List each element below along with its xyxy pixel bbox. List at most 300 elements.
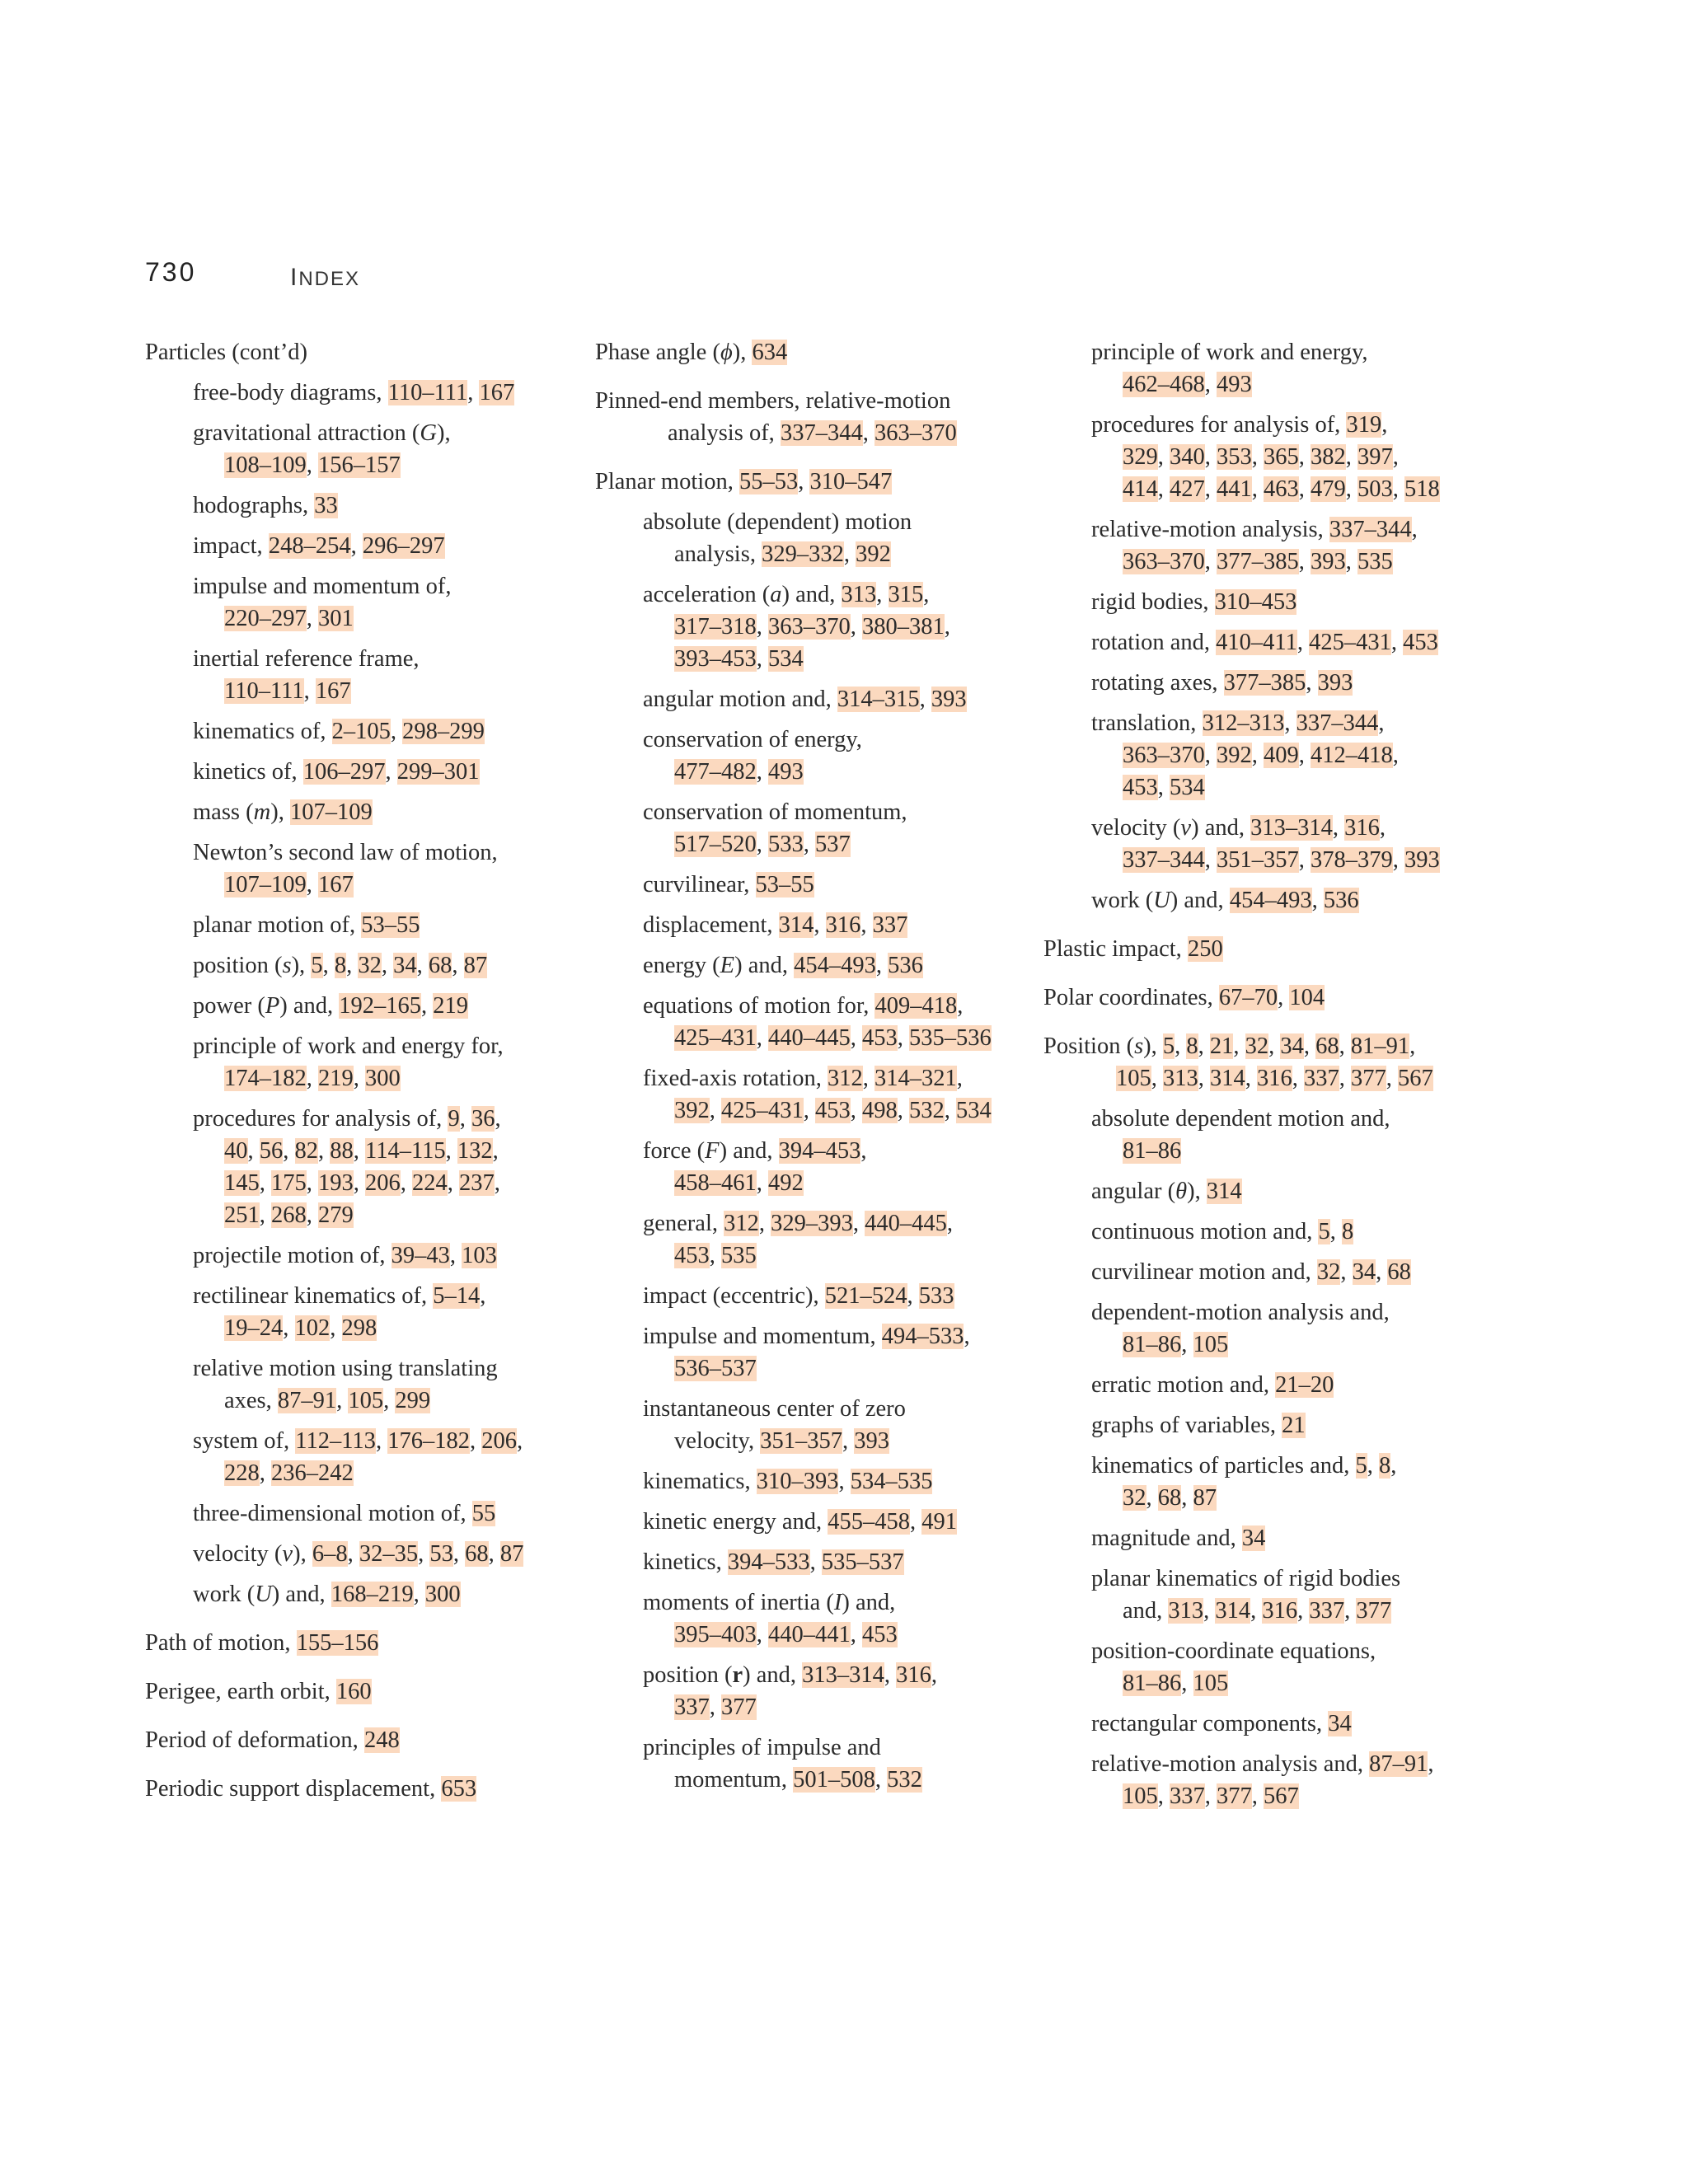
page-ref[interactable]: 314 xyxy=(1210,1066,1245,1091)
index-term: general, xyxy=(643,1211,724,1236)
page-ref[interactable]: 363–370 xyxy=(1123,549,1205,574)
page-ref[interactable]: 81–86 xyxy=(1123,1332,1182,1357)
page-ref[interactable]: 380–381 xyxy=(862,614,945,640)
page-ref[interactable]: 310–393 xyxy=(756,1469,839,1494)
page-ref[interactable]: 377 xyxy=(1356,1598,1392,1624)
page-ref[interactable]: 410–411 xyxy=(1216,630,1297,655)
index-term: erratic motion and, xyxy=(1091,1372,1276,1398)
page-ref[interactable]: 534 xyxy=(768,646,804,672)
page-ref[interactable]: 176–182 xyxy=(387,1428,470,1454)
index-subentry: velocity (v), 6–8, 32–35, 53, 68, 87 xyxy=(193,1541,524,1567)
index-subentry: moments of inertia (I) and, 395–403, 440–441, 453 xyxy=(643,1590,898,1647)
page-ref[interactable]: 314 xyxy=(1206,1179,1242,1204)
page-ref[interactable]: 82 xyxy=(294,1138,318,1164)
index-term: and, xyxy=(1123,1598,1169,1624)
page-ref[interactable]: 40 xyxy=(224,1138,248,1164)
page-ref[interactable]: 532 xyxy=(909,1098,945,1123)
index-term: dependent-motion analysis and, xyxy=(1091,1300,1390,1325)
page-ref[interactable]: 634 xyxy=(752,340,788,365)
page-ref[interactable]: 329 xyxy=(1123,444,1158,470)
page-ref[interactable]: 33 xyxy=(314,493,338,518)
page-ref[interactable]: 316 xyxy=(1257,1066,1292,1091)
page-ref[interactable]: 532 xyxy=(887,1767,922,1793)
page-ref[interactable]: 102 xyxy=(294,1315,331,1341)
page-ref[interactable]: 167 xyxy=(315,678,351,704)
index-term: displacement, xyxy=(643,912,779,938)
page-ref[interactable]: 248–254 xyxy=(268,533,351,559)
page-ref[interactable]: 5 xyxy=(311,953,323,978)
index-subentry: continuous motion and, 5, 8 xyxy=(1091,1219,1354,1244)
page-ref[interactable]: 393 xyxy=(1404,847,1440,873)
page-ref[interactable]: 250 xyxy=(1187,936,1223,962)
page-ref[interactable]: 521–524 xyxy=(824,1283,907,1309)
page-ref[interactable]: 110–111 xyxy=(387,380,468,405)
index-term: mass ( xyxy=(193,799,254,825)
page-ref[interactable]: 6–8 xyxy=(312,1541,348,1567)
page-ref[interactable]: 337 xyxy=(674,1694,710,1720)
page-ref[interactable]: 382 xyxy=(1311,444,1346,470)
page-ref[interactable]: 156–157 xyxy=(318,452,401,478)
page-ref[interactable]: 68 xyxy=(1387,1259,1411,1285)
page-ref[interactable]: 313 xyxy=(1163,1066,1198,1091)
page-ref[interactable]: 39–43 xyxy=(391,1243,450,1268)
page-ref[interactable]: 337–344 xyxy=(1296,710,1379,736)
page-ref[interactable]: 312 xyxy=(724,1211,759,1236)
index-subentry: rotating axes, 377–385, 393 xyxy=(1091,670,1353,696)
page-ref[interactable]: 81–91 xyxy=(1350,1033,1410,1059)
index-term: angular motion and, xyxy=(643,687,837,712)
index-term: analysis, xyxy=(674,541,762,567)
page-ref[interactable]: 313 xyxy=(841,582,877,607)
page-ref[interactable]: 316 xyxy=(825,912,861,938)
page-ref[interactable]: 268 xyxy=(271,1202,307,1228)
page-ref[interactable]: 192–165 xyxy=(339,993,422,1019)
page-ref[interactable]: 454–493 xyxy=(1229,888,1312,913)
page-ref[interactable]: 87–91 xyxy=(1369,1751,1428,1777)
page-ref[interactable]: 34 xyxy=(1241,1526,1266,1551)
index-term: conservation of momentum, xyxy=(643,799,907,825)
index-term: ), xyxy=(293,1541,312,1567)
page-ref[interactable]: 301 xyxy=(318,606,354,631)
page-ref[interactable]: 310–547 xyxy=(809,469,893,494)
page-ref[interactable]: 337 xyxy=(1170,1783,1205,1809)
variable-symbol: E xyxy=(720,953,735,978)
page-ref[interactable]: 314 xyxy=(778,912,814,938)
page-ref[interactable]: 88 xyxy=(330,1138,354,1164)
page-ref[interactable]: 393 xyxy=(1311,549,1346,574)
page-ref[interactable]: 440–445 xyxy=(865,1211,947,1236)
page-ref[interactable]: 392 xyxy=(1217,743,1252,768)
page-ref[interactable]: 337–344 xyxy=(780,420,863,446)
page-ref[interactable]: 34 xyxy=(1352,1259,1376,1285)
page-ref[interactable]: 114–115 xyxy=(365,1138,446,1164)
page-ref[interactable]: 298 xyxy=(341,1315,377,1341)
index-subentry xyxy=(595,869,1024,901)
page-ref[interactable]: 501–508 xyxy=(793,1767,875,1793)
page-ref[interactable]: 300 xyxy=(365,1066,401,1091)
index-term: free-body diagrams, xyxy=(193,380,388,405)
page-ref[interactable]: 105 xyxy=(1193,1671,1229,1696)
page-ref[interactable]: 503 xyxy=(1357,476,1393,502)
page-ref[interactable]: 145 xyxy=(224,1170,260,1196)
page-ref[interactable]: 32–35 xyxy=(359,1541,419,1567)
page-ref[interactable]: 365 xyxy=(1264,444,1299,470)
page-ref[interactable]: 377 xyxy=(721,1694,757,1720)
page-ref[interactable]: 425–431 xyxy=(721,1098,804,1123)
page-ref[interactable]: 5–14 xyxy=(433,1283,481,1309)
page-ref[interactable]: 105 xyxy=(1193,1332,1229,1357)
page-ref[interactable]: 251 xyxy=(224,1202,260,1228)
page-ref[interactable]: 462–468 xyxy=(1123,372,1205,397)
page-ref[interactable]: 53–55 xyxy=(755,872,814,898)
page-ref[interactable]: 351–357 xyxy=(1217,847,1299,873)
page-ref[interactable]: 441 xyxy=(1217,476,1252,502)
page-ref[interactable]: 536 xyxy=(1323,888,1359,913)
page-ref[interactable]: 453 xyxy=(674,1243,710,1268)
page-ref[interactable]: 32 xyxy=(1245,1033,1269,1059)
page-ref[interactable]: 453 xyxy=(1403,630,1438,655)
index-term: fixed-axis rotation, xyxy=(643,1066,828,1091)
page-ref[interactable]: 518 xyxy=(1404,476,1440,502)
page-ref[interactable]: 393 xyxy=(1317,670,1353,696)
page-ref[interactable]: 299 xyxy=(395,1388,431,1413)
page-ref[interactable]: 535–537 xyxy=(821,1549,904,1575)
page-ref[interactable]: 340 xyxy=(1170,444,1205,470)
page-ref[interactable]: 517–520 xyxy=(674,832,757,857)
index-column-3 xyxy=(1043,336,1480,1812)
page-ref[interactable]: 105 xyxy=(1123,1783,1158,1809)
page-ref[interactable]: 300 xyxy=(424,1582,461,1607)
index-term: Phase angle ( xyxy=(595,340,720,365)
page-ref[interactable]: 5 xyxy=(1355,1453,1367,1479)
page-ref[interactable]: 395–403 xyxy=(674,1622,757,1647)
page-ref[interactable]: 279 xyxy=(318,1202,354,1228)
page-ref[interactable]: 536–537 xyxy=(674,1356,757,1381)
page-ref[interactable]: 175 xyxy=(271,1170,307,1196)
page-ref[interactable]: 440–441 xyxy=(768,1622,851,1647)
page-ref[interactable]: 2–105 xyxy=(331,719,391,744)
page-ref[interactable]: 68 xyxy=(1157,1485,1182,1511)
page-ref[interactable]: 104 xyxy=(1289,985,1325,1010)
page-ref[interactable]: 363–370 xyxy=(768,614,851,640)
index-term: kinematics of particles and, xyxy=(1091,1453,1356,1479)
index-heading xyxy=(595,336,1024,368)
variable-symbol: θ xyxy=(1175,1179,1188,1204)
page-ref[interactable]: 409–418 xyxy=(874,993,958,1019)
page-ref[interactable]: 53 xyxy=(429,1541,453,1567)
page-ref[interactable]: 312 xyxy=(827,1066,863,1091)
index-term: velocity ( xyxy=(1091,815,1181,841)
page-ref[interactable]: 377–385 xyxy=(1217,549,1299,574)
index-term: Plastic impact, xyxy=(1043,936,1188,962)
page-ref[interactable]: 377–385 xyxy=(1223,670,1306,696)
page-ref[interactable]: 314–321 xyxy=(874,1066,957,1091)
running-head xyxy=(290,264,360,292)
variable-symbol: U xyxy=(255,1582,272,1607)
page-ref[interactable]: 236–242 xyxy=(271,1460,354,1486)
page-ref[interactable]: 312–313 xyxy=(1202,710,1285,736)
index-term: absolute dependent motion and, xyxy=(1091,1106,1390,1132)
page-ref[interactable]: 392 xyxy=(674,1098,710,1123)
index-subentry: position-coordinate equations, 81–86, 105 xyxy=(1091,1638,1376,1696)
page-ref[interactable]: 21 xyxy=(1282,1413,1306,1438)
page-ref[interactable]: 310–453 xyxy=(1214,589,1297,615)
index-term: ) and, xyxy=(842,1590,896,1615)
page-ref[interactable]: 67–70 xyxy=(1218,985,1278,1010)
index-subentry: curvilinear motion and, 32, 34, 68 xyxy=(1091,1259,1411,1285)
page-ref[interactable]: 377 xyxy=(1351,1066,1386,1091)
page-ref[interactable]: 534 xyxy=(956,1098,992,1123)
index-subentry: projectile motion of, 39–43, 103 xyxy=(193,1243,497,1268)
page-ref[interactable]: 8 xyxy=(1341,1219,1354,1244)
page-ref[interactable]: 534–535 xyxy=(850,1469,933,1494)
index-subentry: kinetics, 394–533, 535–537 xyxy=(643,1549,904,1575)
page-ref[interactable]: 55 xyxy=(471,1501,496,1526)
page-ref[interactable]: 455–458 xyxy=(828,1509,910,1535)
page-ref[interactable]: 313–314 xyxy=(1250,815,1333,841)
page-ref[interactable]: 491 xyxy=(921,1509,957,1535)
page-ref[interactable]: 409 xyxy=(1264,743,1299,768)
page-ref[interactable]: 21 xyxy=(1209,1033,1234,1059)
page-ref[interactable]: 174–182 xyxy=(224,1066,307,1091)
page-ref[interactable]: 5 xyxy=(1318,1219,1330,1244)
index-term: Position ( xyxy=(1043,1033,1135,1059)
page-ref[interactable]: 567 xyxy=(1398,1066,1433,1091)
page-ref[interactable]: 537 xyxy=(815,832,851,857)
index-heading: Pinned-end members, relative-motion analysis of, 337–344, 363–370 xyxy=(595,388,957,446)
index-subentry: energy (E) and, 454–493, 536 xyxy=(643,953,923,978)
index-subentry xyxy=(1043,1369,1480,1401)
page-ref[interactable]: 68 xyxy=(428,953,452,978)
page-ref[interactable]: 34 xyxy=(1280,1033,1304,1059)
page-ref[interactable]: 427 xyxy=(1170,476,1205,502)
page-ref[interactable]: 653 xyxy=(441,1776,477,1802)
page-ref[interactable]: 394–453 xyxy=(778,1138,861,1164)
page-ref[interactable]: 160 xyxy=(335,1679,372,1704)
index-term: three-dimensional motion of, xyxy=(193,1501,472,1526)
page-ref[interactable]: 87–91 xyxy=(277,1388,337,1413)
index-term: impact (eccentric), xyxy=(643,1283,825,1309)
page-ref[interactable]: 112–113 xyxy=(295,1428,376,1454)
page-ref[interactable]: 55–53 xyxy=(738,469,799,494)
page-ref[interactable]: 206 xyxy=(365,1170,401,1196)
page-ref[interactable]: 219 xyxy=(318,1066,354,1091)
page-ref[interactable]: 168–219 xyxy=(331,1582,414,1607)
index-term: Path of motion, xyxy=(145,1630,297,1656)
index-subentry: position (r) and, 313–314, 316, 337, 377 xyxy=(643,1662,938,1720)
page-ref[interactable]: 313 xyxy=(1168,1598,1204,1624)
page-ref[interactable]: 32 xyxy=(1316,1259,1341,1285)
page-ref[interactable]: 110–111 xyxy=(224,678,304,704)
page-ref[interactable]: 193 xyxy=(318,1170,354,1196)
page-ref[interactable]: 533 xyxy=(768,832,804,857)
index-term: conservation of energy, xyxy=(643,727,862,752)
page-ref[interactable]: 316 xyxy=(896,1662,931,1688)
page-ref[interactable]: 248 xyxy=(363,1727,400,1753)
page-ref[interactable]: 34 xyxy=(393,953,417,978)
page-ref[interactable]: 535–536 xyxy=(909,1025,992,1051)
page-ref[interactable]: 363–370 xyxy=(1123,743,1205,768)
page-ref[interactable]: 32 xyxy=(1123,1485,1146,1511)
index-subentry: angular motion and, 314–315, 393 xyxy=(643,687,967,712)
page-ref[interactable]: 329–393 xyxy=(771,1211,853,1236)
page-ref[interactable]: 8 xyxy=(1379,1453,1391,1479)
page-ref[interactable]: 351–357 xyxy=(760,1428,842,1454)
page-ref[interactable]: 567 xyxy=(1264,1783,1299,1809)
page-ref[interactable]: 317–318 xyxy=(674,614,757,640)
variable-symbol: I xyxy=(833,1590,842,1615)
page-ref[interactable]: 316 xyxy=(1344,815,1380,841)
page-ref[interactable]: 53–55 xyxy=(361,912,420,938)
index-term: graphs of variables, xyxy=(1091,1413,1282,1438)
page-ref[interactable]: 425–431 xyxy=(1309,630,1391,655)
page-ref[interactable]: 105 xyxy=(1116,1066,1151,1091)
page-ref[interactable]: 534 xyxy=(1170,775,1205,800)
index-subentry: translation, 312–313, 337–344, 363–370, 392, 409, 412–418, 453, 534 xyxy=(1091,710,1399,800)
page-ref[interactable]: 105 xyxy=(348,1388,384,1413)
page-ref[interactable]: 535 xyxy=(1357,549,1393,574)
page-ref[interactable]: 414 xyxy=(1123,476,1158,502)
page-ref[interactable]: 393 xyxy=(854,1428,889,1454)
page-ref[interactable]: 224 xyxy=(412,1170,448,1196)
page-ref[interactable]: 103 xyxy=(462,1243,497,1268)
page-ref[interactable]: 533 xyxy=(918,1283,954,1309)
index-subentry: system of, 112–113, 176–182, 206, 228, 236–242 xyxy=(193,1428,523,1486)
page-ref[interactable]: 498 xyxy=(862,1098,898,1123)
page-ref[interactable]: 494–533 xyxy=(881,1324,964,1349)
page-ref[interactable]: 353 xyxy=(1217,444,1252,470)
index-term: ), xyxy=(436,420,451,446)
page-ref[interactable]: 108–109 xyxy=(224,452,307,478)
variable-symbol: s xyxy=(1134,1033,1144,1059)
page-ref[interactable]: 493 xyxy=(1217,372,1252,397)
page-ref[interactable]: 8 xyxy=(334,953,347,978)
page-ref[interactable]: 397 xyxy=(1357,444,1393,470)
page-ref[interactable]: 87 xyxy=(463,953,488,978)
page-ref[interactable]: 220–297 xyxy=(224,606,307,631)
index-subentry: impact (eccentric), 521–524, 533 xyxy=(643,1283,954,1309)
page-ref[interactable]: 479 xyxy=(1311,476,1346,502)
page-ref[interactable]: 315 xyxy=(888,582,924,607)
page-ref[interactable]: 393–453 xyxy=(674,646,757,672)
variable-symbol: r xyxy=(732,1662,743,1688)
index-subentry xyxy=(1043,586,1480,618)
page-ref[interactable]: 132 xyxy=(457,1138,493,1164)
page-ref[interactable]: 319 xyxy=(1346,412,1382,438)
variable-symbol: v xyxy=(282,1541,293,1567)
page-ref[interactable]: 363–370 xyxy=(874,420,957,446)
index-subentry: rotation and, 410–411, 425–431, 453 xyxy=(1091,630,1438,655)
page-ref[interactable]: 394–533 xyxy=(727,1549,810,1575)
page-ref[interactable]: 21–20 xyxy=(1275,1372,1334,1398)
page-ref[interactable]: 337 xyxy=(1309,1598,1345,1624)
index-subentry: gravitational attraction (G), 108–109, 156–157 xyxy=(193,420,451,478)
page-ref[interactable]: 19–24 xyxy=(224,1315,284,1341)
index-subentry: work (U) and, 454–493, 536 xyxy=(1091,888,1359,913)
page-ref[interactable]: 32 xyxy=(358,953,382,978)
index-term: impulse and momentum, xyxy=(643,1324,882,1349)
index-term: kinematics, xyxy=(643,1469,757,1494)
index-term: power ( xyxy=(193,993,265,1019)
page-ref[interactable]: 453 xyxy=(1123,775,1158,800)
page-ref[interactable]: 81–86 xyxy=(1123,1138,1182,1164)
page-ref[interactable]: 337–344 xyxy=(1329,517,1412,542)
index-subentry: impulse and momentum, 494–533, 536–537 xyxy=(643,1324,970,1381)
index-term: velocity ( xyxy=(193,1541,283,1567)
page-ref[interactable]: 34 xyxy=(1328,1711,1352,1736)
page-ref[interactable]: 378–379 xyxy=(1311,847,1393,873)
page-ref[interactable]: 87 xyxy=(1193,1485,1217,1511)
page-ref[interactable]: 228 xyxy=(224,1460,260,1486)
index-term: force ( xyxy=(643,1138,706,1164)
page-ref[interactable]: 458–461 xyxy=(674,1170,757,1196)
page-ref[interactable]: 8 xyxy=(1186,1033,1198,1059)
page-ref[interactable]: 155–156 xyxy=(296,1630,379,1656)
page-ref[interactable]: 425–431 xyxy=(674,1025,757,1051)
page-ref[interactable]: 81–86 xyxy=(1123,1671,1182,1696)
page-ref[interactable]: 337–344 xyxy=(1123,847,1205,873)
index-subentry xyxy=(1043,1103,1480,1167)
page-ref[interactable]: 299–301 xyxy=(396,759,480,785)
variable-symbol: P xyxy=(265,993,280,1019)
page-ref[interactable]: 453 xyxy=(862,1622,898,1647)
page-ref[interactable]: 106–297 xyxy=(302,759,386,785)
page-ref[interactable]: 219 xyxy=(433,993,469,1019)
page-ref[interactable]: 463 xyxy=(1264,476,1299,502)
page-ref[interactable]: 36 xyxy=(471,1106,495,1132)
page-ref[interactable]: 412–418 xyxy=(1311,743,1393,768)
page-ref[interactable]: 313–314 xyxy=(802,1662,884,1688)
page-ref[interactable]: 314 xyxy=(1215,1598,1251,1624)
page-ref[interactable]: 68 xyxy=(1315,1033,1339,1059)
index-subentry xyxy=(145,1497,557,1530)
page-ref[interactable]: 337 xyxy=(872,912,908,938)
page-ref[interactable]: 314–315 xyxy=(837,687,920,712)
page-ref[interactable]: 440–445 xyxy=(768,1025,851,1051)
page-ref[interactable]: 107–109 xyxy=(224,872,307,898)
page-ref[interactable]: 453 xyxy=(815,1098,851,1123)
page-ref[interactable]: 492 xyxy=(768,1170,804,1196)
page-ref[interactable]: 9 xyxy=(448,1106,460,1132)
page-ref[interactable]: 206 xyxy=(481,1428,517,1454)
page-ref[interactable]: 107–109 xyxy=(289,799,373,825)
page-ref[interactable]: 167 xyxy=(479,380,515,405)
page-ref[interactable]: 316 xyxy=(1262,1598,1298,1624)
index-term: analysis of, xyxy=(668,420,781,446)
page-ref[interactable]: 392 xyxy=(856,541,891,567)
index-heading xyxy=(1043,933,1480,965)
page-ref[interactable]: 536 xyxy=(888,953,923,978)
page-ref[interactable]: 493 xyxy=(768,759,804,785)
page-ref[interactable]: 87 xyxy=(499,1541,524,1567)
page-ref[interactable]: 329–332 xyxy=(762,541,844,567)
page-ref[interactable]: 453 xyxy=(862,1025,898,1051)
page-ref[interactable]: 237 xyxy=(459,1170,495,1196)
page-ref[interactable]: 393 xyxy=(931,687,967,712)
page-ref[interactable]: 296–297 xyxy=(362,533,445,559)
page-ref[interactable]: 337 xyxy=(1304,1066,1339,1091)
page-ref[interactable]: 477–482 xyxy=(674,759,757,785)
page-ref[interactable]: 298–299 xyxy=(402,719,485,744)
page-ref[interactable]: 167 xyxy=(318,872,354,898)
page-ref[interactable]: 56 xyxy=(259,1138,284,1164)
page-ref[interactable]: 5 xyxy=(1162,1033,1175,1059)
page-ref[interactable]: 68 xyxy=(465,1541,489,1567)
page-ref[interactable]: 454–493 xyxy=(794,953,876,978)
index-term: Planar motion, xyxy=(595,469,739,494)
page-ref[interactable]: 535 xyxy=(721,1243,757,1268)
page-ref[interactable]: 377 xyxy=(1217,1783,1252,1809)
